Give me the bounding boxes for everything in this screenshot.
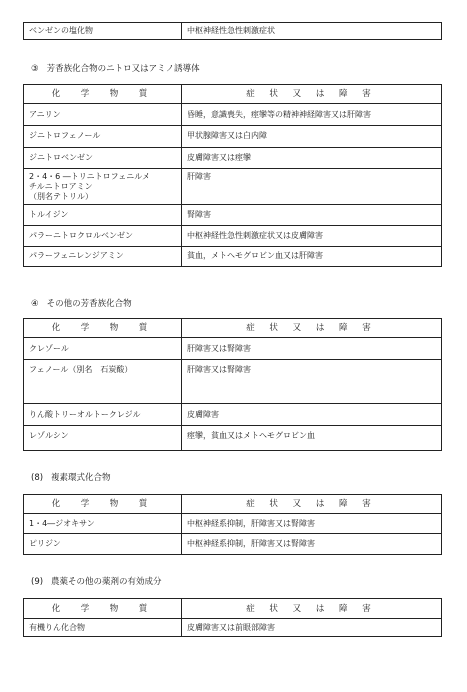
table-row — [24, 534, 442, 555]
table-aromatic-nitro-amino — [23, 84, 442, 267]
substance-cell: フェノール（別名 石炭酸） — [24, 360, 182, 404]
header-symptom: 症 状 又 は 障 害 — [182, 495, 442, 514]
substance-cell: ジニトロベンゼン — [24, 148, 182, 169]
symptom-cell: 中枢神経性急性刺激症状又は皮膚障害 — [182, 226, 442, 247]
section-heading — [31, 471, 111, 483]
table-continuation — [23, 22, 442, 40]
table-row — [24, 360, 442, 404]
substance-cell: ピリジン — [24, 534, 182, 555]
substance-cell: ジニトロフェノール — [24, 126, 182, 148]
table-row — [24, 23, 442, 40]
section-number: ③ — [31, 64, 39, 74]
substance-cell: 有機りん化合物 — [24, 619, 182, 637]
symptom-cell: 甲状腺障害又は白内障 — [182, 126, 442, 148]
substance-cell: パラーニトロクロルベンゼン — [24, 226, 182, 247]
substance-cell: トルイジン — [24, 205, 182, 226]
table-row — [24, 169, 442, 205]
symptom-cell: 皮膚障害又は前眼部障害 — [182, 619, 442, 637]
table-row — [24, 247, 442, 267]
header-substance: 化 学 物 質 — [24, 599, 182, 619]
substance-cell: りん酸トリーオルトークレジル — [24, 404, 182, 426]
section-heading — [31, 62, 200, 74]
section-title: 農薬その他の薬剤の有効成分 — [51, 577, 162, 587]
table-row — [24, 338, 442, 360]
table-row — [24, 426, 442, 451]
section-heading — [31, 297, 132, 309]
table-row — [24, 619, 442, 637]
table-header-row — [24, 495, 442, 514]
header-symptom: 症 状 又 は 障 害 — [182, 599, 442, 619]
header-substance: 化 学 物 質 — [24, 495, 182, 514]
table-header-row — [24, 85, 442, 104]
substance-cell: クレゾール — [24, 338, 182, 360]
header-substance: 化 学 物 質 — [24, 319, 182, 338]
table-row — [24, 404, 442, 426]
header-symptom: 症 状 又 は 障 害 — [182, 319, 442, 338]
substance-cell: 2・4・6 ―トリニトロフェニルメ チルニトロアミン （別名テトリル） — [24, 169, 182, 205]
symptom-cell: 肝障害又は腎障害 — [182, 338, 442, 360]
table-row — [24, 104, 442, 126]
table-header-row — [24, 599, 442, 619]
section-number: ④ — [31, 299, 39, 309]
table-row — [24, 126, 442, 148]
symptom-cell: 中枢神経系抑制，肝障害又は腎障害 — [182, 514, 442, 534]
table-row — [24, 205, 442, 226]
header-substance: 化 学 物 質 — [24, 85, 182, 104]
symptom-cell: 肝障害 — [182, 169, 442, 205]
symptom-cell: 皮膚障害 — [182, 404, 442, 426]
symptom-cell: 肝障害又は腎障害 — [182, 360, 442, 404]
table-heterocyclic — [23, 494, 442, 555]
symptom-cell: 中枢神経系抑制，肝障害又は腎障害 — [182, 534, 442, 555]
table-other-aromatic — [23, 318, 442, 451]
symptom-cell: 痙攣，貧血又はメトヘモグロビン血 — [182, 426, 442, 451]
section-heading — [31, 575, 162, 587]
symptom-cell: 昏睡，意識喪失，痙攣等の精神神経障害又は肝障害 — [182, 104, 442, 126]
table-pesticides — [23, 598, 442, 637]
symptom-cell: 貧血，メトヘモグロビン血又は肝障害 — [182, 247, 442, 267]
substance-cell: ベンゼンの塩化物 — [24, 23, 182, 40]
table-row — [24, 148, 442, 169]
header-symptom: 症 状 又 は 障 害 — [182, 85, 442, 104]
substance-cell: アニリン — [24, 104, 182, 126]
section-title: 芳香族化合物のニトロ又はアミノ誘導体 — [46, 64, 200, 74]
table-row — [24, 514, 442, 534]
section-number: (9) — [31, 577, 44, 587]
substance-cell: 1・4―ジオキサン — [24, 514, 182, 534]
symptom-cell: 皮膚障害又は痙攣 — [182, 148, 442, 169]
section-title: 複素環式化合物 — [51, 473, 111, 483]
substance-cell: パラーフェニレンジアミン — [24, 247, 182, 267]
symptom-cell: 中枢神経性急性刺激症状 — [182, 23, 442, 40]
table-header-row — [24, 319, 442, 338]
section-title: その他の芳香族化合物 — [46, 299, 132, 309]
substance-cell: レゾルシン — [24, 426, 182, 451]
symptom-cell: 腎障害 — [182, 205, 442, 226]
table-row — [24, 226, 442, 247]
section-number: (8) — [31, 473, 44, 483]
